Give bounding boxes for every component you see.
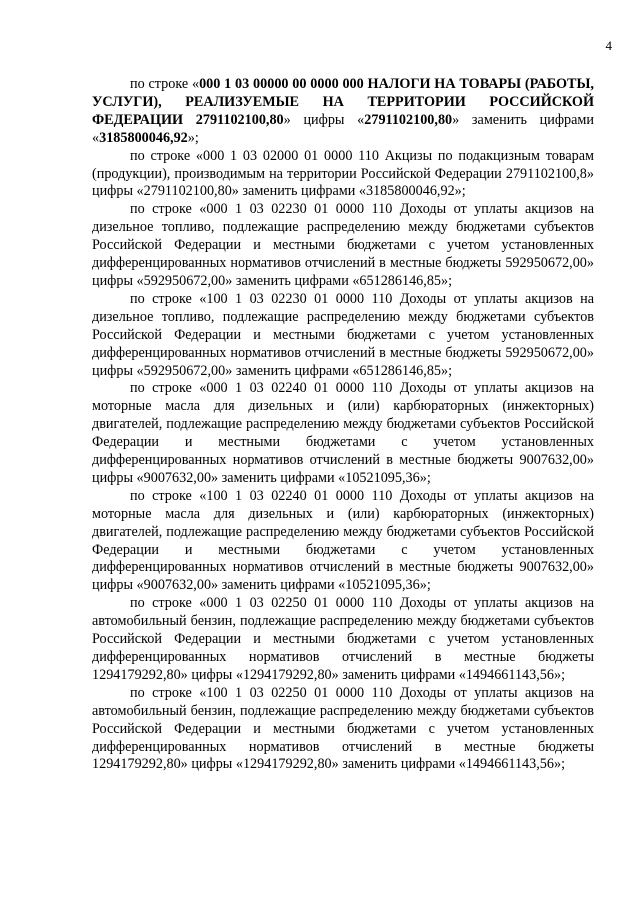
text-segment: по строке «100 1 03 02250 01 0000 110 Доходы от уплаты акцизов на автомобильный бензин, подлежащие распределению между бюджетами субъектов Российской Федерации и местными бюджетами с учетом установленных дифференцированных нормативов отчислений в местные бюджеты 1294179292,80» цифры «1294179292,80» заменить цифрами «1494661143,56»; bbox=[92, 684, 594, 773]
text-segment: »; bbox=[187, 129, 199, 146]
bold-text-segment: 2791102100,80 bbox=[364, 111, 453, 128]
amendment-paragraph bbox=[92, 201, 594, 291]
text-segment: по строке «000 1 03 02240 01 0000 110 Доходы от уплаты акцизов на моторные масла для дизельных и (или) карбюраторных (инжекторных) двигателей, подлежащие распределению между бюджетами субъектов Российской Федерации и местными бюджетами с учетом установленных дифференцированных нормативов отчислений в местные бюджеты 9007632,00» цифры «9007632,00» заменить цифрами «10521095,36»; bbox=[92, 380, 594, 486]
amendment-paragraph bbox=[92, 595, 594, 685]
bold-text-segment: 3185800046,92 bbox=[99, 129, 188, 146]
amendment-paragraph bbox=[92, 76, 594, 148]
text-segment: по строке «100 1 03 02240 01 0000 110 Доходы от уплаты акцизов на моторные масла для дизельных и (или) карбюраторных (инжекторных) двигателей, подлежащие распределению между бюджетами субъектов Российской Федерации и местными бюджетами с учетом установленных дифференцированных нормативов отчислений в местные бюджеты 9007632,00» цифры «9007632,00» заменить цифрами «10521095,36»; bbox=[92, 487, 594, 594]
text-segment: по строке «000 1 03 02250 01 0000 110 Доходы от уплаты акцизов на автомобильный бензин, подлежащие распределению между бюджетами субъектов Российской Федерации и местными бюджетами с учетом установленных дифференцированных нормативов отчислений в местные бюджеты 1294179292,80» цифры «1294179292,80» заменить цифрами «1494661143,56»; bbox=[92, 595, 594, 683]
amendment-paragraph bbox=[92, 148, 594, 202]
text-segment: » заменить цифрами « bbox=[92, 111, 594, 146]
document-body bbox=[92, 76, 594, 774]
amendment-paragraph bbox=[92, 488, 594, 595]
amendment-paragraph bbox=[92, 380, 594, 487]
amendment-paragraph bbox=[92, 685, 594, 775]
amendment-paragraph bbox=[92, 291, 594, 381]
bold-text-segment: 000 1 03 00000 00 0000 000 НАЛОГИ НА ТОВАРЫ (РАБОТЫ, УСЛУГИ), РЕАЛИЗУЕМЫЕ НА ТЕРРИТОРИИ РОССИЙСКОЙ ФЕДЕРАЦИИ 2791102100,80 bbox=[92, 76, 594, 128]
text-segment: по строке «000 1 03 02000 01 0000 110 Акцизы по подакцизным товарам (продукции), производимым на территории Российской Федерации 2791102100,8» цифры «2791102100,80» заменить цифрами «3185800046,92»; bbox=[92, 147, 594, 200]
text-segment: по строке « bbox=[130, 76, 200, 92]
text-segment: по строке «000 1 03 02230 01 0000 110 Доходы от уплаты акцизов на дизельное топливо, подлежащие распределению между бюджетами субъектов Российской Федерации и местными бюджетами с учетом установленных дифференцированных нормативов отчислений в местные бюджеты 592950672,00» цифры «592950672,00» заменить цифрами «651286146,85»; bbox=[92, 201, 594, 289]
text-segment: » цифры « bbox=[283, 111, 365, 128]
text-segment: по строке «100 1 03 02230 01 0000 110 Доходы от уплаты акцизов на дизельное топливо, подлежащие распределению между бюджетами субъектов Российской Федерации и местными бюджетами с учетом установленных дифференцированных нормативов отчислений в местные бюджеты 592950672,00» цифры «592950672,00» заменить цифрами «651286146,85»; bbox=[92, 290, 594, 379]
page-number: 4 bbox=[605, 38, 612, 53]
